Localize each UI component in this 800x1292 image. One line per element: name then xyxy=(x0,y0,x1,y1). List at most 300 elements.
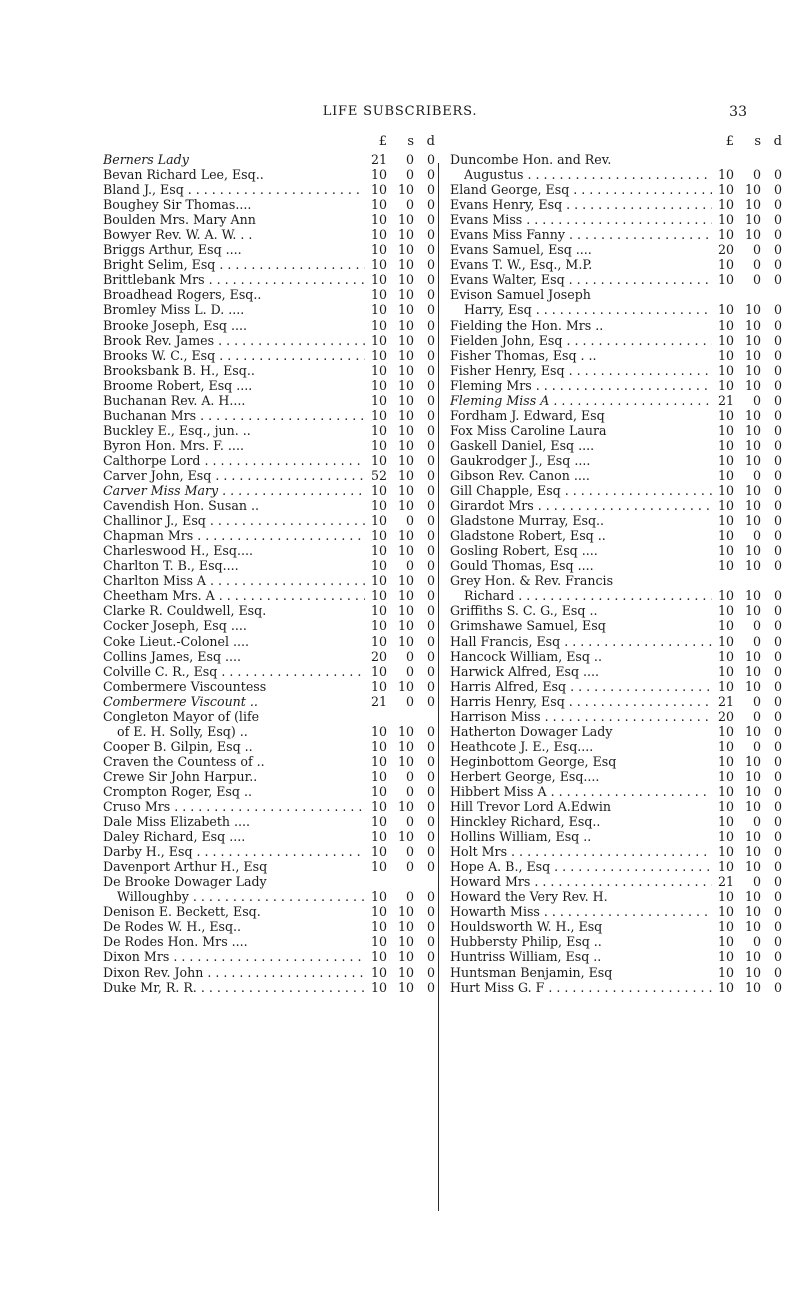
amount-pounds: 10 xyxy=(370,272,387,288)
amount-pence: 0 xyxy=(426,528,435,544)
amount-shillings: 10 xyxy=(397,317,414,333)
amount-pounds: 10 xyxy=(370,934,387,950)
subscriber-entry xyxy=(450,483,785,498)
currency-header xyxy=(450,134,785,152)
subscriber-name: Colville C. R., Esq . . . xyxy=(103,664,365,679)
amount-pence: 0 xyxy=(426,407,435,423)
amount-shillings: 0 xyxy=(752,934,761,950)
subscriber-entry xyxy=(103,468,438,483)
amount-pounds: 10 xyxy=(717,648,734,664)
amount-pence: 0 xyxy=(773,528,782,544)
amount-pounds: 52 xyxy=(370,467,387,483)
subscriber-name: Bowyer Rev. W. A. W. . . xyxy=(103,227,253,243)
subscriber-entry xyxy=(450,754,785,769)
amount-shillings: 10 xyxy=(744,723,761,739)
subscriber-name: Fielding the Hon. Mrs .. xyxy=(450,317,604,333)
amount-pence: 0 xyxy=(426,949,435,965)
amount-shillings: 0 xyxy=(752,708,761,724)
subscriber-entry xyxy=(103,242,438,257)
amount-shillings: 10 xyxy=(397,347,414,363)
left-subscriber-column xyxy=(103,134,438,995)
amount-shillings: 0 xyxy=(405,558,414,574)
subscriber-name: Howarth Miss . . . xyxy=(450,904,712,919)
subscriber-entry xyxy=(103,272,438,287)
amount-shillings: 10 xyxy=(744,197,761,213)
subscriber-name: Charleswood H., Esq.... xyxy=(103,543,253,559)
amount-pence: 0 xyxy=(426,152,435,167)
subscriber-entry xyxy=(103,408,438,423)
subscriber-entry xyxy=(450,769,785,784)
amount-pence: 0 xyxy=(773,919,782,935)
subscriber-name: Denison E. Beckett, Esq. xyxy=(103,904,261,920)
amount-pounds: 10 xyxy=(370,904,387,920)
subscriber-name: Calthorpe Lord . . . xyxy=(103,453,365,468)
subscriber-name: Hope A. B., Esq . . . xyxy=(450,859,712,874)
amount-shillings: 10 xyxy=(744,949,761,965)
subscriber-name: Dixon Rev. John . . . xyxy=(103,965,365,980)
amount-pounds: 10 xyxy=(717,678,734,694)
amount-pence: 0 xyxy=(426,829,435,845)
amount-pounds: 20 xyxy=(717,242,734,258)
amount-pence: 0 xyxy=(773,558,782,574)
amount-pence: 0 xyxy=(426,964,435,980)
subscriber-name: Fleming Mrs . . . xyxy=(450,378,712,393)
subscriber-entry xyxy=(450,513,785,528)
amount-shillings: 0 xyxy=(405,783,414,799)
subscriber-entry xyxy=(103,227,438,242)
subscriber-name: Buckley E., Esq., jun. .. xyxy=(103,422,251,438)
subscriber-entry xyxy=(103,287,438,302)
amount-pence: 0 xyxy=(773,513,782,529)
subscriber-entry xyxy=(450,543,785,558)
amount-pence: 0 xyxy=(773,332,782,348)
amount-shillings: 10 xyxy=(744,452,761,468)
amount-pounds: 21 xyxy=(717,392,734,408)
amount-pence: 0 xyxy=(773,483,782,499)
amount-shillings: 10 xyxy=(397,829,414,845)
subscriber-name: Carver Miss Mary . . . xyxy=(103,483,365,498)
amount-pounds: 10 xyxy=(717,738,734,754)
subscriber-name: Griffiths S. C. G., Esq .. xyxy=(450,603,598,619)
amount-pence: 0 xyxy=(426,182,435,198)
amount-pounds: 21 xyxy=(370,152,387,167)
amount-shillings: 10 xyxy=(744,513,761,529)
amount-pence: 0 xyxy=(426,814,435,830)
amount-shillings: 10 xyxy=(744,558,761,574)
amount-pence: 0 xyxy=(773,167,782,183)
amount-shillings: 10 xyxy=(744,859,761,875)
amount-shillings: 0 xyxy=(405,663,414,679)
amount-shillings: 10 xyxy=(744,678,761,694)
amount-pounds: 10 xyxy=(370,422,387,438)
subscriber-name: Herbert George, Esq.... xyxy=(450,768,600,784)
amount-shillings: 10 xyxy=(397,182,414,198)
amount-pence: 0 xyxy=(773,603,782,619)
amount-pounds: 10 xyxy=(717,889,734,905)
subscriber-name: Combermere Viscountess xyxy=(103,678,267,694)
subscriber-entry xyxy=(103,453,438,468)
amount-pence: 0 xyxy=(426,859,435,875)
subscriber-name: Huntsman Benjamin, Esq xyxy=(450,964,613,980)
amount-pence: 0 xyxy=(426,452,435,468)
subscriber-name: Bromley Miss L. D. .... xyxy=(103,302,245,318)
amount-shillings: 10 xyxy=(397,227,414,243)
amount-pounds: 10 xyxy=(717,257,734,273)
amount-pounds: 10 xyxy=(370,844,387,860)
amount-pounds: 10 xyxy=(717,829,734,845)
amount-shillings: 0 xyxy=(752,633,761,649)
amount-shillings: 10 xyxy=(397,528,414,544)
subscriber-entry xyxy=(450,603,785,618)
amount-shillings: 10 xyxy=(744,437,761,453)
amount-pounds: 10 xyxy=(717,753,734,769)
amount-pence: 0 xyxy=(426,934,435,950)
amount-shillings: 10 xyxy=(397,904,414,920)
amount-pounds: 10 xyxy=(717,618,734,634)
subscriber-entry xyxy=(450,949,785,964)
subscriber-entry xyxy=(450,408,785,423)
subscriber-entry xyxy=(103,573,438,588)
amount-pounds: 10 xyxy=(717,272,734,288)
amount-pence: 0 xyxy=(773,964,782,980)
right-subscriber-column xyxy=(450,134,785,995)
subscriber-entry xyxy=(450,934,785,949)
subscriber-name: Harris Henry, Esq . . . xyxy=(450,694,712,709)
amount-shillings: 0 xyxy=(405,693,414,709)
amount-pounds: 10 xyxy=(370,829,387,845)
subscriber-entry xyxy=(103,152,438,167)
amount-pence: 0 xyxy=(773,467,782,483)
amount-shillings: 10 xyxy=(397,437,414,453)
subscriber-entry xyxy=(103,739,438,754)
amount-shillings: 10 xyxy=(397,422,414,438)
amount-pence: 0 xyxy=(773,783,782,799)
amount-shillings: 0 xyxy=(752,272,761,288)
amount-pence: 0 xyxy=(773,874,782,890)
pence-heading: d xyxy=(426,134,435,149)
amount-pence: 0 xyxy=(426,693,435,709)
amount-pence: 0 xyxy=(426,317,435,333)
subscriber-name: Howard the Very Rev. H. xyxy=(450,889,608,905)
amount-shillings: 0 xyxy=(405,167,414,183)
subscriber-name: Gibson Rev. Canon .... xyxy=(450,467,590,483)
subscriber-name: Gaukrodger J., Esq .... xyxy=(450,452,591,468)
amount-pence: 0 xyxy=(426,979,435,995)
amount-shillings: 10 xyxy=(397,452,414,468)
amount-pence: 0 xyxy=(426,257,435,273)
amount-shillings: 10 xyxy=(397,573,414,589)
amount-pounds: 10 xyxy=(717,934,734,950)
subscriber-name: Congleton Mayor of (life xyxy=(103,708,260,724)
amount-shillings: 10 xyxy=(744,498,761,514)
amount-shillings: 10 xyxy=(744,603,761,619)
subscriber-entry xyxy=(103,949,438,964)
subscriber-name: Broadhead Rogers, Esq.. xyxy=(103,287,262,303)
subscriber-name: Briggs Arthur, Esq .... xyxy=(103,242,242,258)
subscriber-entry xyxy=(450,318,785,333)
subscriber-name: Fisher Thomas, Esq . .. xyxy=(450,347,597,363)
amount-pounds: 10 xyxy=(370,663,387,679)
subscriber-entry xyxy=(450,799,785,814)
amount-pence: 0 xyxy=(773,543,782,559)
subscriber-name: Harris Alfred, Esq . . . xyxy=(450,679,712,694)
amount-pence: 0 xyxy=(426,588,435,604)
subscriber-name: Combermere Viscount .. xyxy=(103,693,258,709)
amount-pounds: 10 xyxy=(370,603,387,619)
subscriber-name: Holt Mrs . . . xyxy=(450,844,712,859)
amount-pounds: 10 xyxy=(370,633,387,649)
subscriber-entry xyxy=(103,483,438,498)
subscriber-entry xyxy=(450,784,785,799)
subscriber-name: Gladstone Murray, Esq.. xyxy=(450,513,605,529)
amount-pence: 0 xyxy=(773,498,782,514)
amount-pence: 0 xyxy=(773,648,782,664)
page-header xyxy=(0,104,800,124)
subscriber-entry xyxy=(450,438,785,453)
subscriber-entry xyxy=(103,649,438,664)
amount-pounds: 10 xyxy=(717,407,734,423)
amount-pounds: 10 xyxy=(370,588,387,604)
amount-pence: 0 xyxy=(426,197,435,213)
subscriber-name: Harwick Alfred, Esq .... xyxy=(450,663,600,679)
amount-shillings: 0 xyxy=(405,152,414,167)
subscriber-name: Bright Selim, Esq . . . xyxy=(103,257,365,272)
amount-shillings: 10 xyxy=(397,919,414,935)
subscriber-entry xyxy=(450,333,785,348)
amount-shillings: 0 xyxy=(405,513,414,529)
amount-pounds: 10 xyxy=(370,949,387,965)
amount-shillings: 10 xyxy=(397,543,414,559)
amount-pence: 0 xyxy=(426,558,435,574)
subscriber-name: Dale Miss Elizabeth .... xyxy=(103,814,251,830)
amount-pence: 0 xyxy=(426,483,435,499)
subscriber-entry xyxy=(450,558,785,573)
subscriber-entry xyxy=(103,558,438,573)
amount-pence: 0 xyxy=(426,603,435,619)
amount-shillings: 0 xyxy=(752,693,761,709)
amount-pence: 0 xyxy=(773,452,782,468)
amount-pence: 0 xyxy=(426,302,435,318)
subscriber-name: Dixon Mrs . . . xyxy=(103,949,365,964)
amount-shillings: 10 xyxy=(397,467,414,483)
amount-shillings: 10 xyxy=(744,317,761,333)
amount-shillings: 10 xyxy=(744,422,761,438)
subscriber-name: Fox Miss Caroline Laura xyxy=(450,422,607,438)
subscriber-name: De Brooke Dowager Lady xyxy=(103,874,267,890)
amount-pence: 0 xyxy=(773,257,782,273)
amount-shillings: 0 xyxy=(405,648,414,664)
amount-pence: 0 xyxy=(773,272,782,288)
subscriber-entry xyxy=(103,618,438,633)
page-number: 33 xyxy=(729,104,747,120)
amount-pence: 0 xyxy=(773,407,782,423)
amount-pence: 0 xyxy=(426,663,435,679)
amount-pence: 0 xyxy=(773,844,782,860)
amount-shillings: 10 xyxy=(397,633,414,649)
amount-shillings: 10 xyxy=(744,889,761,905)
amount-pounds: 10 xyxy=(370,889,387,905)
amount-pounds: 10 xyxy=(717,588,734,604)
subscriber-entry xyxy=(103,257,438,272)
subscriber-entry xyxy=(450,829,785,844)
subscriber-entry xyxy=(103,318,438,333)
subscriber-name: Evans T. W., Esq., M.P. xyxy=(450,257,593,273)
amount-pence: 0 xyxy=(773,949,782,965)
amount-pence: 0 xyxy=(773,182,782,198)
subscriber-entry xyxy=(450,468,785,483)
subscriber-entry xyxy=(103,889,438,904)
subscriber-entry xyxy=(450,664,785,679)
subscriber-entry xyxy=(103,348,438,363)
amount-pence: 0 xyxy=(426,889,435,905)
amount-pounds: 10 xyxy=(370,498,387,514)
amount-pounds: 10 xyxy=(717,302,734,318)
amount-pence: 0 xyxy=(426,287,435,303)
subscriber-entry xyxy=(450,287,785,302)
subscriber-name: Brooks W. C., Esq . . . xyxy=(103,348,365,363)
subscriber-name: Willoughby . . . xyxy=(103,889,365,904)
amount-pounds: 10 xyxy=(717,422,734,438)
subscriber-entry xyxy=(450,242,785,257)
amount-shillings: 0 xyxy=(405,859,414,875)
amount-pence: 0 xyxy=(426,543,435,559)
amount-pence: 0 xyxy=(426,347,435,363)
amount-shillings: 10 xyxy=(744,377,761,393)
subscriber-entry xyxy=(103,664,438,679)
subscriber-entry xyxy=(103,709,438,724)
subscriber-entry xyxy=(103,302,438,317)
amount-pence: 0 xyxy=(773,377,782,393)
amount-pence: 0 xyxy=(426,467,435,483)
amount-pounds: 21 xyxy=(717,693,734,709)
subscriber-entry xyxy=(103,874,438,889)
subscriber-entry xyxy=(450,302,785,317)
amount-shillings: 10 xyxy=(397,738,414,754)
subscriber-entry xyxy=(450,965,785,980)
amount-pence: 0 xyxy=(426,272,435,288)
amount-pounds: 10 xyxy=(717,498,734,514)
amount-shillings: 10 xyxy=(397,603,414,619)
subscriber-entry xyxy=(103,829,438,844)
amount-pence: 0 xyxy=(426,618,435,634)
amount-pounds: 10 xyxy=(717,377,734,393)
amount-shillings: 0 xyxy=(752,167,761,183)
currency-header xyxy=(103,134,438,152)
subscriber-name: Houldsworth W. H., Esq xyxy=(450,919,603,935)
amount-pounds: 10 xyxy=(717,814,734,830)
subscriber-name: Duke Mr, R. R. . . . xyxy=(103,980,365,995)
amount-pence: 0 xyxy=(426,723,435,739)
amount-shillings: 10 xyxy=(744,919,761,935)
amount-pounds: 10 xyxy=(717,904,734,920)
amount-pence: 0 xyxy=(773,829,782,845)
amount-pence: 0 xyxy=(426,573,435,589)
subscriber-entry xyxy=(103,588,438,603)
subscriber-entry xyxy=(450,197,785,212)
amount-pence: 0 xyxy=(773,678,782,694)
subscriber-entry xyxy=(103,438,438,453)
subscriber-name: De Rodes W. H., Esq.. xyxy=(103,919,242,935)
subscriber-entry xyxy=(450,844,785,859)
amount-pounds: 10 xyxy=(717,513,734,529)
amount-pounds: 10 xyxy=(370,738,387,754)
subscriber-entry xyxy=(103,769,438,784)
amount-shillings: 10 xyxy=(744,799,761,815)
amount-pounds: 10 xyxy=(370,753,387,769)
subscriber-name: Coke Lieut.-Colonel .... xyxy=(103,633,250,649)
subscriber-entry xyxy=(450,182,785,197)
subscriber-entry xyxy=(103,844,438,859)
amount-shillings: 10 xyxy=(397,949,414,965)
amount-shillings: 10 xyxy=(397,287,414,303)
subscriber-entry xyxy=(450,724,785,739)
subscriber-name: Hall Francis, Esq . . . xyxy=(450,634,712,649)
amount-pounds: 10 xyxy=(370,678,387,694)
amount-pounds: 10 xyxy=(370,979,387,995)
subscriber-name: Byron Hon. Mrs. F. .... xyxy=(103,437,244,453)
subscriber-entry xyxy=(103,513,438,528)
amount-pence: 0 xyxy=(773,317,782,333)
amount-pence: 0 xyxy=(426,227,435,243)
amount-pounds: 10 xyxy=(717,347,734,363)
amount-pounds: 10 xyxy=(370,964,387,980)
amount-pence: 0 xyxy=(426,392,435,408)
amount-pence: 0 xyxy=(426,167,435,183)
amount-pence: 0 xyxy=(426,498,435,514)
amount-pounds: 10 xyxy=(370,287,387,303)
amount-pounds: 10 xyxy=(717,919,734,935)
subscriber-entry xyxy=(103,919,438,934)
amount-pounds: 10 xyxy=(717,167,734,183)
amount-shillings: 10 xyxy=(397,407,414,423)
amount-shillings: 10 xyxy=(744,302,761,318)
amount-pounds: 10 xyxy=(370,197,387,213)
subscriber-name: Fleming Miss A . . . xyxy=(450,393,712,408)
amount-shillings: 0 xyxy=(752,257,761,273)
amount-pence: 0 xyxy=(773,663,782,679)
amount-pence: 0 xyxy=(426,648,435,664)
amount-shillings: 10 xyxy=(744,182,761,198)
subscriber-name: Daley Richard, Esq .... xyxy=(103,829,246,845)
amount-shillings: 10 xyxy=(744,768,761,784)
amount-pence: 0 xyxy=(773,889,782,905)
amount-shillings: 10 xyxy=(744,648,761,664)
subscriber-entry xyxy=(103,694,438,709)
subscriber-entry xyxy=(103,784,438,799)
amount-shillings: 0 xyxy=(405,197,414,213)
amount-shillings: 10 xyxy=(744,964,761,980)
amount-pounds: 10 xyxy=(370,618,387,634)
subscriber-entry xyxy=(450,348,785,363)
subscriber-name: Bland J., Esq . . . xyxy=(103,182,365,197)
amount-shillings: 10 xyxy=(397,799,414,815)
subscriber-entry xyxy=(450,528,785,543)
subscriber-name: Chapman Mrs . . . xyxy=(103,528,365,543)
subscriber-name: Evison Samuel Joseph xyxy=(450,287,591,303)
subscriber-name: Charlton Miss A . . . xyxy=(103,573,365,588)
amount-shillings: 10 xyxy=(397,964,414,980)
subscriber-name: Clarke R. Couldwell, Esq. xyxy=(103,603,267,619)
subscriber-entry xyxy=(450,212,785,227)
subscriber-name: Cocker Joseph, Esq .... xyxy=(103,618,247,634)
subscriber-entry xyxy=(450,679,785,694)
amount-pounds: 10 xyxy=(717,182,734,198)
subscriber-entry xyxy=(450,919,785,934)
subscriber-name: Hibbert Miss A . . . xyxy=(450,784,712,799)
subscriber-entry xyxy=(450,904,785,919)
subscriber-name: Hill Trevor Lord A.Edwin xyxy=(450,799,611,815)
amount-pence: 0 xyxy=(773,302,782,318)
